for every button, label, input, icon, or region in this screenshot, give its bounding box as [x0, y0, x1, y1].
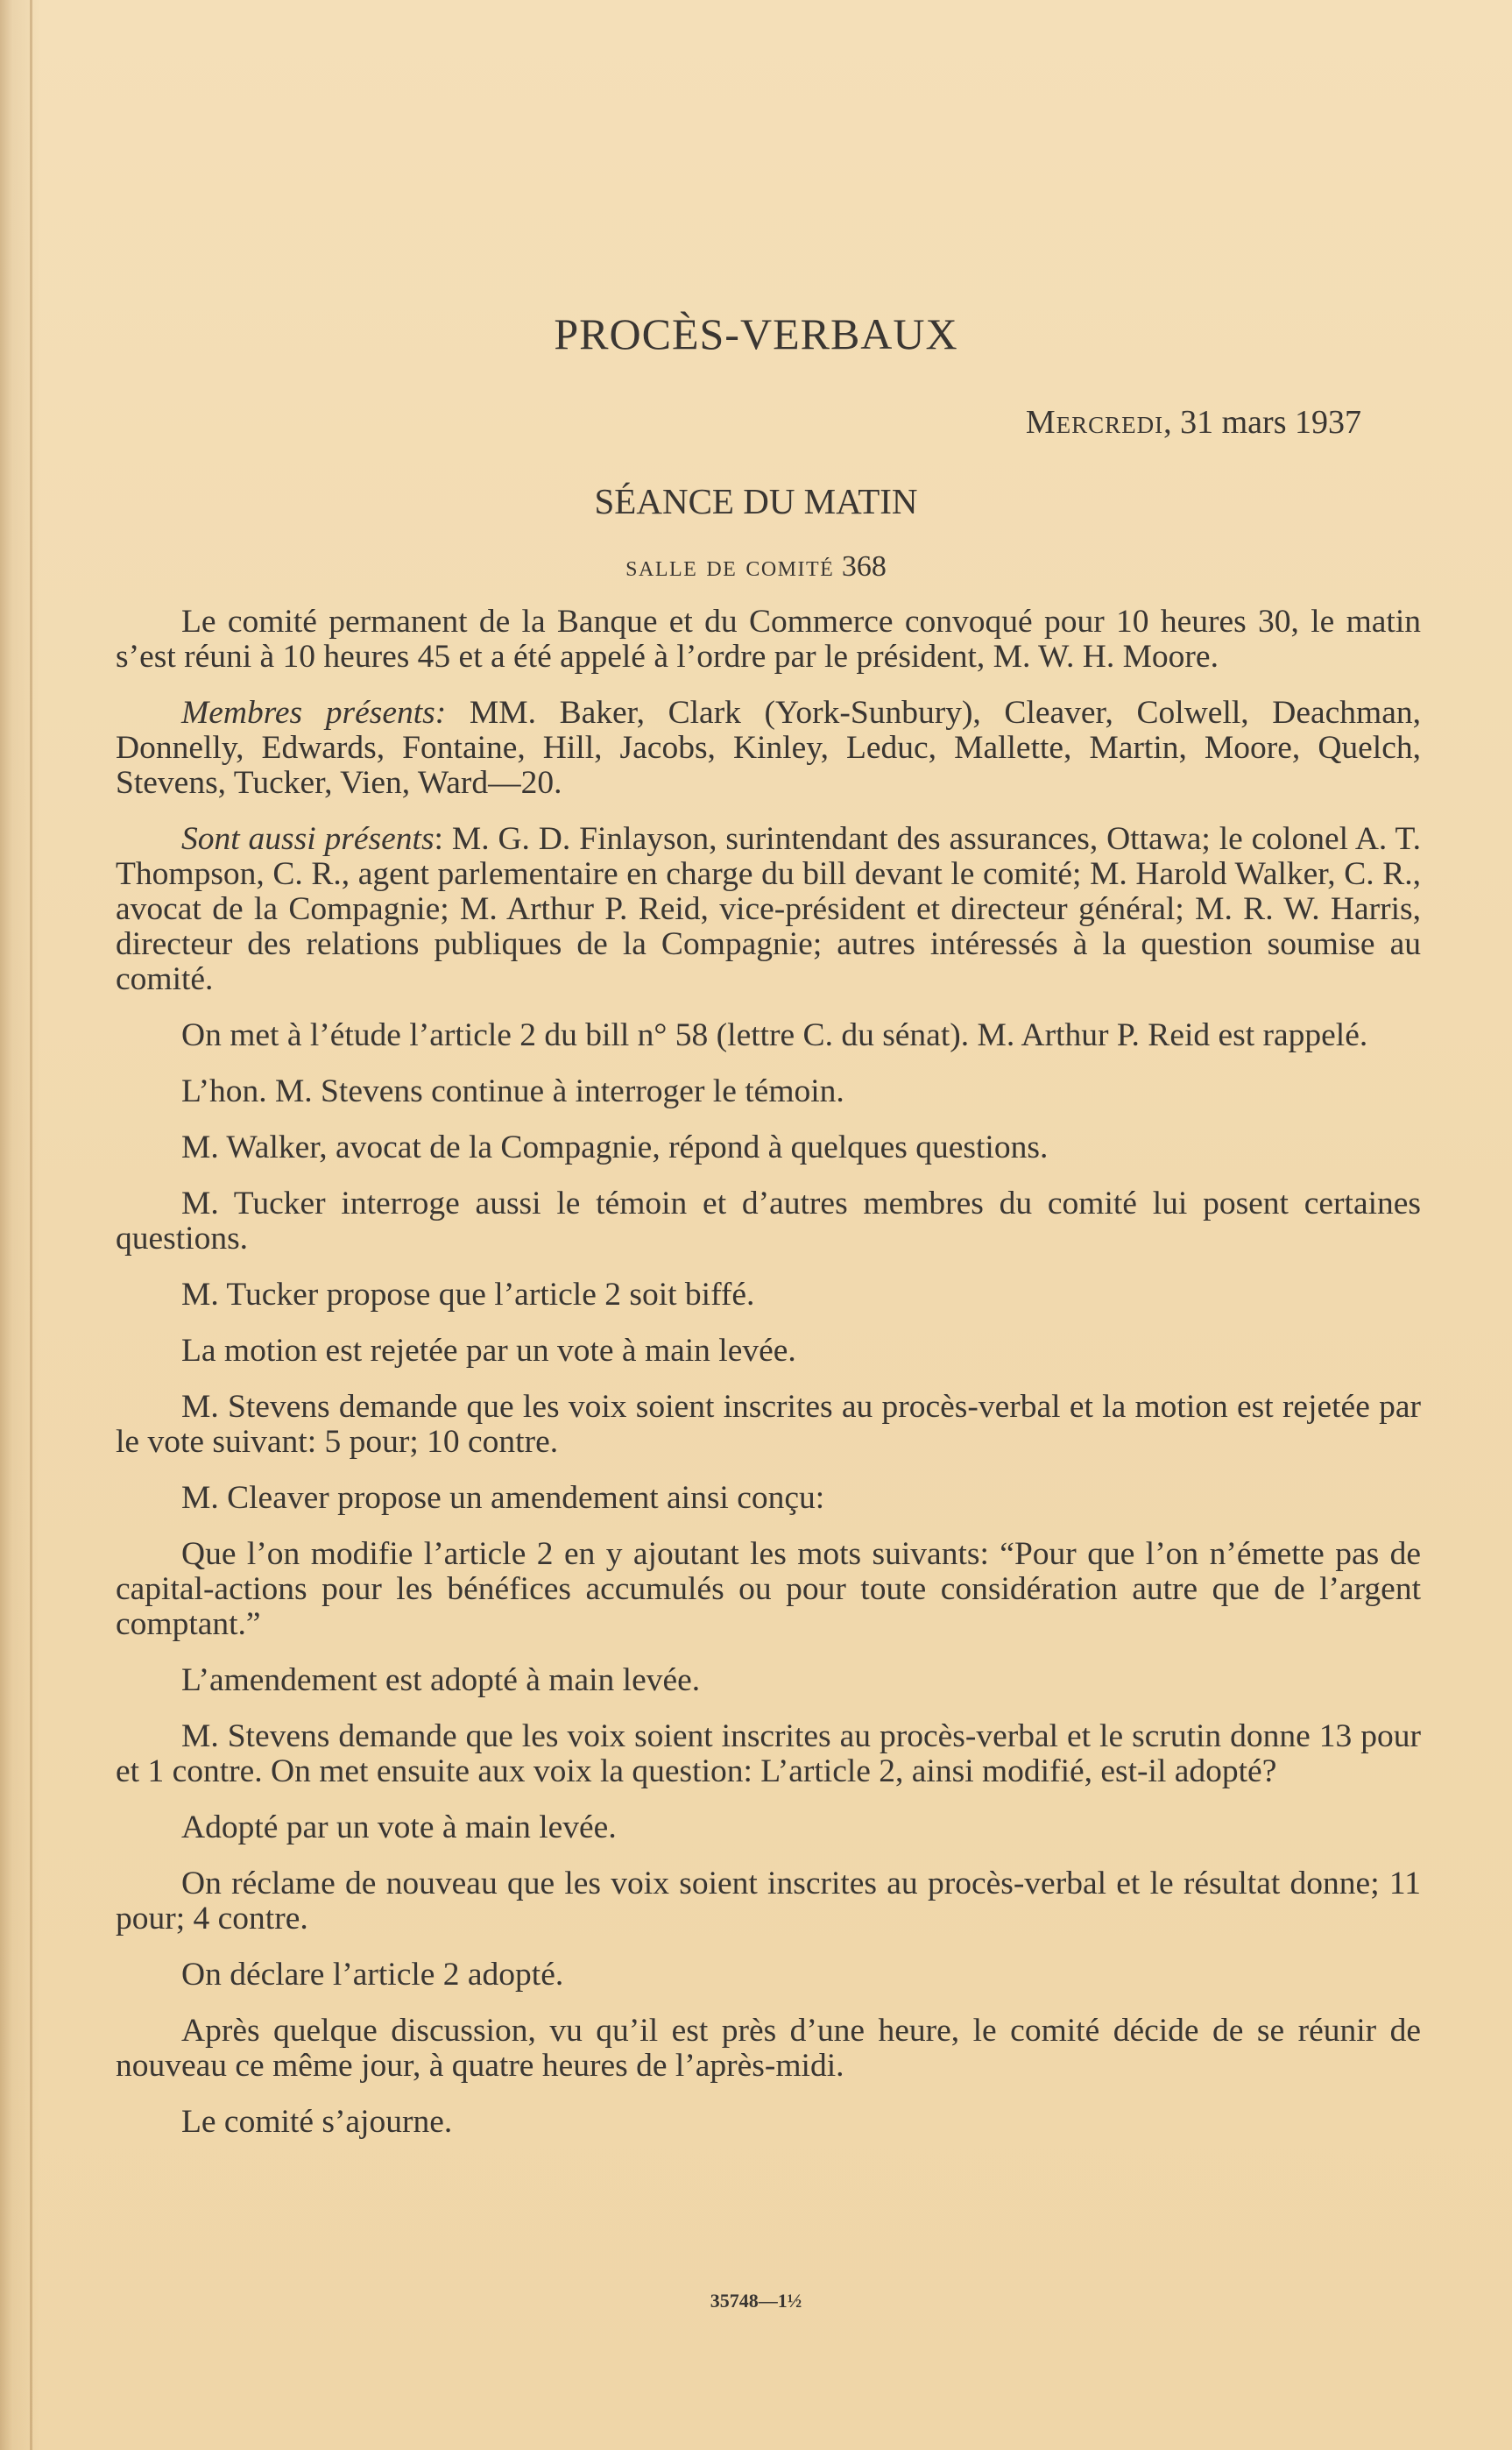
- minutes-paragraph: M. Walker, avocat de la Compagnie, répond à quelques questions.: [181, 1129, 1049, 1165]
- also-present-list: : M. G. D. Finlayson, surintendant des assurances, Ottawa; le colonel A. T. Thompson, C. R., agent parlementaire en charge du bill devant le comité; M. Harold Walker, C. R., avocat de la Compagnie; M. Arthur P. Reid, vice-président et directeur général; M. R. W. Harris, directeur des relations publiques de la Compagnie; autres intéressés à la question soumise au comité.: [116, 821, 1422, 997]
- minutes-paragraph: M. Tucker propose que l’article 2 soit biffé.: [181, 1277, 755, 1313]
- minutes-paragraph: M. Stevens demande que les voix soient inscrites au procès-verbal et la motion est rejetée par le vote suivant: 5 pour; 10 contre.: [116, 1389, 1421, 1460]
- date-rest: , 31 mars 1937: [1163, 404, 1361, 441]
- minutes-paragraph: L’amendement est adopté à main levée.: [181, 1662, 701, 1698]
- room-line: [0, 550, 1512, 584]
- page-title: PROCÈS-VERBAUX: [554, 309, 958, 358]
- minutes-paragraph: L’hon. M. Stevens continue à interroger le témoin.: [181, 1073, 844, 1109]
- session-title: SÉANCE DU MATIN: [594, 481, 918, 521]
- members-present-paragraph: [116, 696, 1421, 801]
- minutes-paragraph: M. Tucker interroge aussi le témoin et d’autres membres du comité lui posent certaines questions.: [116, 1186, 1421, 1257]
- minutes-paragraph: On réclame de nouveau que les voix soient inscrites au procès-verbal et le résultat donne; 11 pour; 4 contre.: [116, 1866, 1421, 1937]
- minutes-paragraph: Adopté par un vote à main levée.: [181, 1809, 617, 1845]
- room-number: 368: [841, 550, 887, 583]
- members-list: MM. Baker, Clark (York-Sunbury), Cleaver, Colwell, Deachman, Donnelly, Edwards, Fontaine, Hill, Jacobs, Kinley, Leduc, Mallette, Martin, Moore, Quelch, Stevens, Tucker, Vien, Ward—20.: [116, 695, 1421, 801]
- binding-shadow: [30, 0, 32, 2450]
- minutes-body: [116, 605, 1421, 2161]
- room-label: salle de comité: [625, 550, 835, 583]
- members-label: Membres présents:: [181, 695, 447, 731]
- minutes-paragraph: La motion est rejetée par un vote à main levée.: [181, 1333, 796, 1369]
- date-weekday: Mercredi: [1025, 404, 1164, 441]
- minutes-paragraph: Après quelque discussion, vu qu’il est près d’une heure, le comité décide de se réunir de nouveau ce même jour, à quatre heures de l’après-midi.: [116, 2013, 1421, 2084]
- minutes-paragraph: M. Cleaver propose un amendement ainsi conçu:: [181, 1480, 825, 1516]
- intro-paragraph: Le comité permanent de la Banque et du Commerce convoqué pour 10 heures 30, le matin s’est réuni à 10 heures 45 et a été appelé à l’ordre par le président, M. W. H. Moore.: [116, 604, 1421, 675]
- minutes-paragraph: On déclare l’article 2 adopté.: [181, 1957, 564, 1993]
- also-present-paragraph: [116, 822, 1421, 997]
- footer-print-code: 35748—1½: [710, 2290, 802, 2312]
- meeting-date: [1026, 403, 1361, 442]
- also-present-label: Sont aussi présents: [181, 821, 435, 857]
- minutes-paragraph: Que l’on modifie l’article 2 en y ajoutant les mots suivants: “Pour que l’on n’émette pas de capital-actions pour les bénéfices accumulés ou pour toute considération autre que de l’argent comptant.”: [116, 1536, 1421, 1642]
- minutes-paragraph: M. Stevens demande que les voix soient inscrites au procès-verbal et le scrutin donne 13 pour et 1 contre. On met ensuite aux voix la question: L’article 2, ainsi modifié, est-il adopté?: [116, 1718, 1421, 1789]
- minutes-paragraph: Le comité s’ajourne.: [181, 2104, 453, 2140]
- minutes-paragraph: On met à l’étude l’article 2 du bill n° 58 (lettre C. du sénat). M. Arthur P. Reid est rappelé.: [181, 1017, 1368, 1053]
